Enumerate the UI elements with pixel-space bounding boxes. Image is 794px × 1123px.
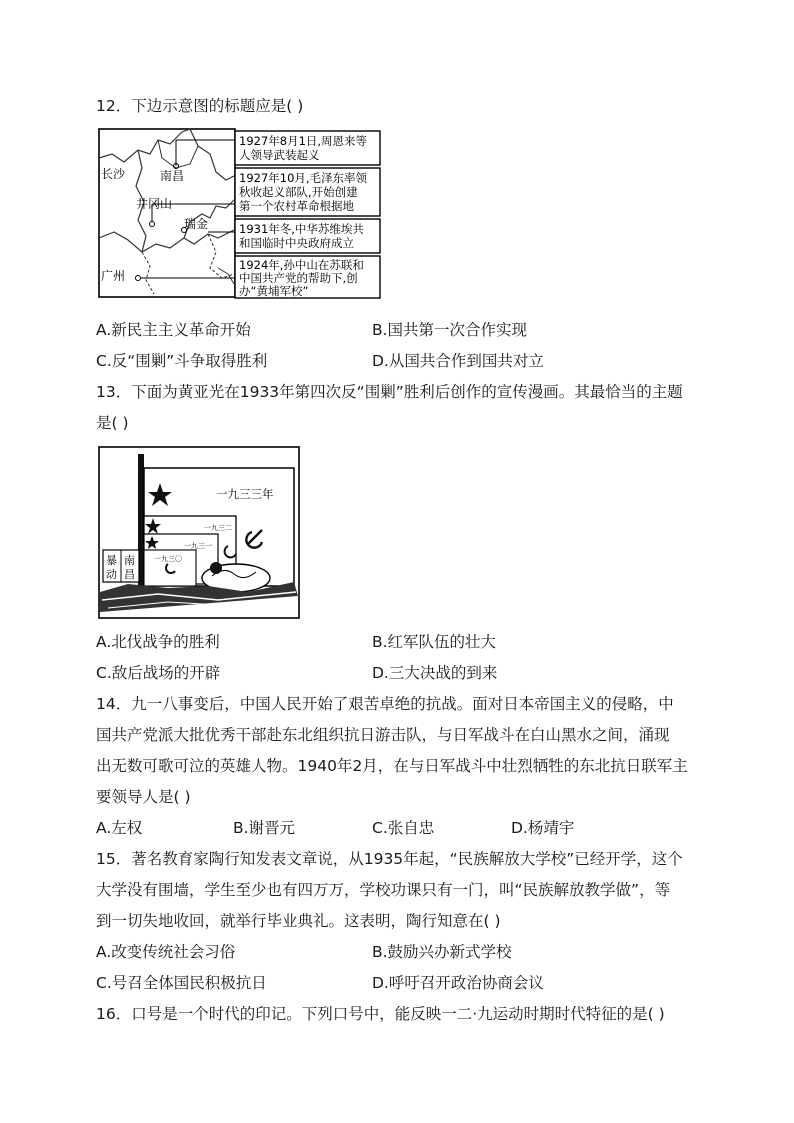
q14-stem-line: 国共产党派大批优秀干部赴东北组织抗日游击队，与日军战斗在白山黑水之间，涌现: [96, 726, 670, 744]
event-box-3-line: 和国临时中央政府成立: [239, 236, 354, 250]
figure-head: [210, 562, 222, 574]
sign-char: 暴: [106, 554, 117, 567]
q15-option-a[interactable]: A.改变传统社会习俗: [96, 943, 236, 961]
city-label-changsha: 长沙: [101, 167, 126, 181]
sign-char: 动: [106, 568, 117, 581]
flag-year-1930: 一九三〇: [154, 555, 182, 563]
event-box-4-line: 中国共产党的帮助下,创: [239, 271, 358, 285]
event-box-4-line: 1924年,孙中山在苏联和: [239, 258, 364, 272]
sign-char: 昌: [124, 568, 135, 581]
event-box-2-line: 秋收起义部队,开始创建: [239, 185, 358, 199]
event-box-2-line: 1927年10月,毛泽东率领: [239, 171, 368, 185]
q15-stem-line: 15．著名教育家陶行知发表文章说，从1935年起，“民族解放大学校”已经开学，这个: [96, 850, 683, 868]
q14-option-d[interactable]: D.杨靖宇: [511, 819, 575, 837]
q12-option-c[interactable]: C.反“围剿”斗争取得胜利: [96, 352, 268, 370]
q12-option-b[interactable]: B.国共第一次合作实现: [372, 321, 528, 339]
q12-option-a[interactable]: A.新民主主义革命开始: [96, 321, 251, 339]
event-box-1-line: 1927年8月1日,周恩来等: [239, 134, 368, 148]
q15-option-b[interactable]: B.鼓励兴办新式学校: [372, 943, 512, 961]
q14-stem-line: 出无数可歌可泣的英雄人物。1940年2月，在与日军战斗中壮烈牺牲的东北抗日联军主: [96, 757, 688, 775]
q12-stem: 12．下边示意图的标题应是( ): [96, 97, 304, 115]
q14-stem-line: 要领导人是( ): [96, 788, 191, 806]
q14-option-b[interactable]: B.谢晋元: [233, 819, 296, 837]
sign-char: 南: [124, 554, 135, 567]
q15-stem-line: 大学没有围墙，学生至少也有四万万，学校功课只有一门，叫“民族解放教学做”，等: [96, 881, 671, 899]
flag-year-1931: 一九三一: [184, 542, 212, 550]
event-box-1-line: 人领导武装起义: [239, 148, 320, 162]
event-box-3-line: 1931年冬,中华苏维埃共: [239, 222, 364, 236]
city-label-jinggangshan: 井冈山: [136, 197, 173, 211]
city-label-nanchang: 南昌: [160, 169, 185, 183]
q14-option-a[interactable]: A.左权: [96, 819, 143, 837]
q13-option-c[interactable]: C.敌后战场的开辟: [96, 664, 221, 682]
q12-option-d[interactable]: D.从国共合作到国共对立: [372, 352, 544, 370]
q16-stem: 16．口号是一个时代的印记。下列口号中，能反映一二·九运动时期时代特征的是( ): [96, 1005, 665, 1023]
q13-stem-line: 是( ): [96, 414, 129, 432]
q15-option-d[interactable]: D.呼吁召开政治协商会议: [372, 974, 544, 992]
q13-option-a[interactable]: A.北伐战争的胜利: [96, 633, 220, 651]
q13-cartoon-figure: [98, 446, 300, 620]
q12-map-figure: [98, 128, 382, 300]
flag-year-1932: 一九三二: [204, 524, 232, 532]
q15-option-c[interactable]: C.号召全体国民积极抗日: [96, 974, 267, 992]
q14-stem-line: 14．九一八事变后，中国人民开始了艰苦卓绝的抗战。面对日本帝国主义的侵略，中: [96, 695, 674, 713]
flag-year-1933: 一九三三年: [216, 487, 274, 501]
event-box-4-line: 办“黄埔军校”: [239, 284, 309, 298]
q15-stem-line: 到一切失地收回，就举行毕业典礼。这表明，陶行知意在( ): [96, 912, 501, 930]
city-label-ruijin: 瑞金: [184, 217, 209, 231]
q14-option-c[interactable]: C.张自忠: [372, 819, 435, 837]
q13-option-b[interactable]: B.红军队伍的壮大: [372, 633, 497, 651]
city-label-guangzhou: 广州: [101, 269, 126, 283]
q13-stem-line: 13．下面为黄亚光在1933年第四次反“围剿”胜利后创作的宣传漫画。其最恰当的主题: [96, 383, 683, 401]
event-box-2-line: 第一个农村革命根据地: [239, 199, 354, 213]
q13-option-d[interactable]: D.三大决战的到来: [372, 664, 498, 682]
